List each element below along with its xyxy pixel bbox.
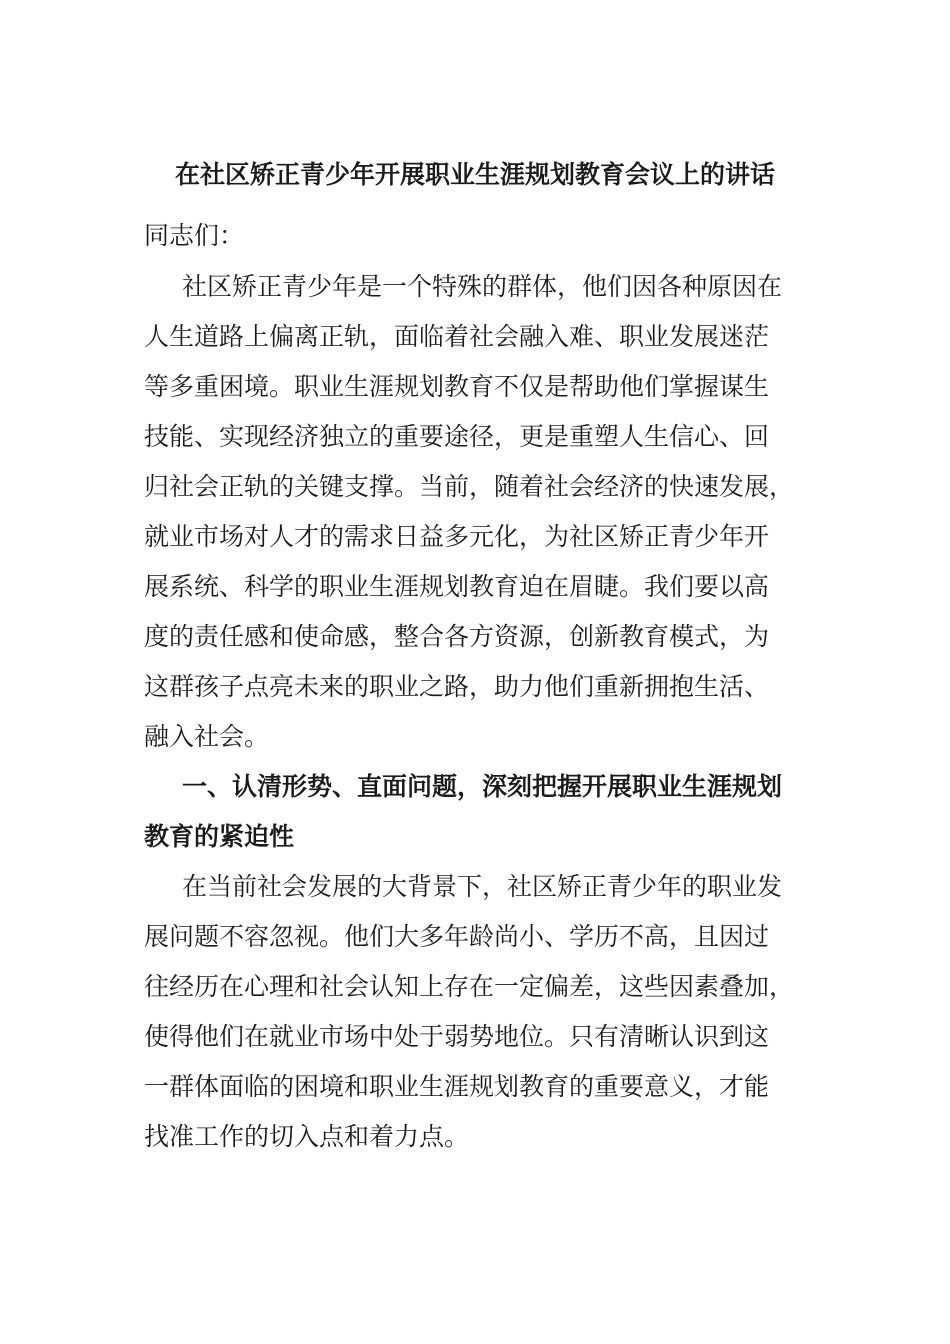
paragraph-line: 归社会正轨的关键支撑。当前，随着社会经济的快速发展， — [144, 472, 795, 501]
paragraph-line: 这群孩子点亮未来的职业之路，助力他们重新拥抱生活、 — [144, 672, 770, 701]
paragraph-line: 使得他们在就业市场中处于弱势地位。只有清晰认识到这 — [144, 1022, 770, 1051]
paragraph-line: 往经历在心理和社会认知上存在一定偏差，这些因素叠加， — [144, 972, 795, 1001]
paragraph-line: 社区矫正青少年是一个特殊的群体，他们因各种原因在 — [182, 272, 783, 301]
paragraph-line: 度的责任感和使命感，整合各方资源，创新教育模式，为 — [144, 622, 770, 651]
paragraph-line: 展系统、科学的职业生涯规划教育迫在眉睫。我们要以高 — [144, 572, 770, 601]
paragraph-2 — [144, 862, 806, 1162]
paragraph-line: 找准工作的切入点和着力点。 — [144, 1122, 470, 1151]
paragraph-line: 一群体面临的困境和职业生涯规划教育的重要意义，才能 — [144, 1072, 770, 1101]
heading-line: 一、认清形势、直面问题，深刻把握开展职业生涯规划 — [182, 772, 783, 801]
paragraph-line: 技能、实现经济独立的重要途径，更是重塑人生信心、回 — [144, 422, 770, 451]
paragraph-line: 融入社会。 — [144, 722, 270, 751]
paragraph-line: 人生道路上偏离正轨，面临着社会融入难、职业发展迷茫 — [144, 322, 770, 351]
paragraph-line: 展问题不容忽视。他们大多年龄尚小、学历不高，且因过 — [144, 922, 770, 951]
paragraph-1 — [144, 262, 806, 762]
salutation: 同志们： — [144, 221, 245, 250]
heading-line: 教育的紧迫性 — [144, 822, 295, 851]
paragraph-line: 在当前社会发展的大背景下，社区矫正青少年的职业发 — [182, 872, 783, 901]
paragraph-line: 等多重困境。职业生涯规划教育不仅是帮助他们掌握谋生 — [144, 372, 770, 401]
section-heading-1 — [144, 762, 806, 862]
paragraph-line: 就业市场对人才的需求日益多元化，为社区矫正青少年开 — [144, 522, 770, 551]
document-title: 在社区矫正青少年开展职业生涯规划教育会议上的讲话 — [174, 160, 775, 189]
